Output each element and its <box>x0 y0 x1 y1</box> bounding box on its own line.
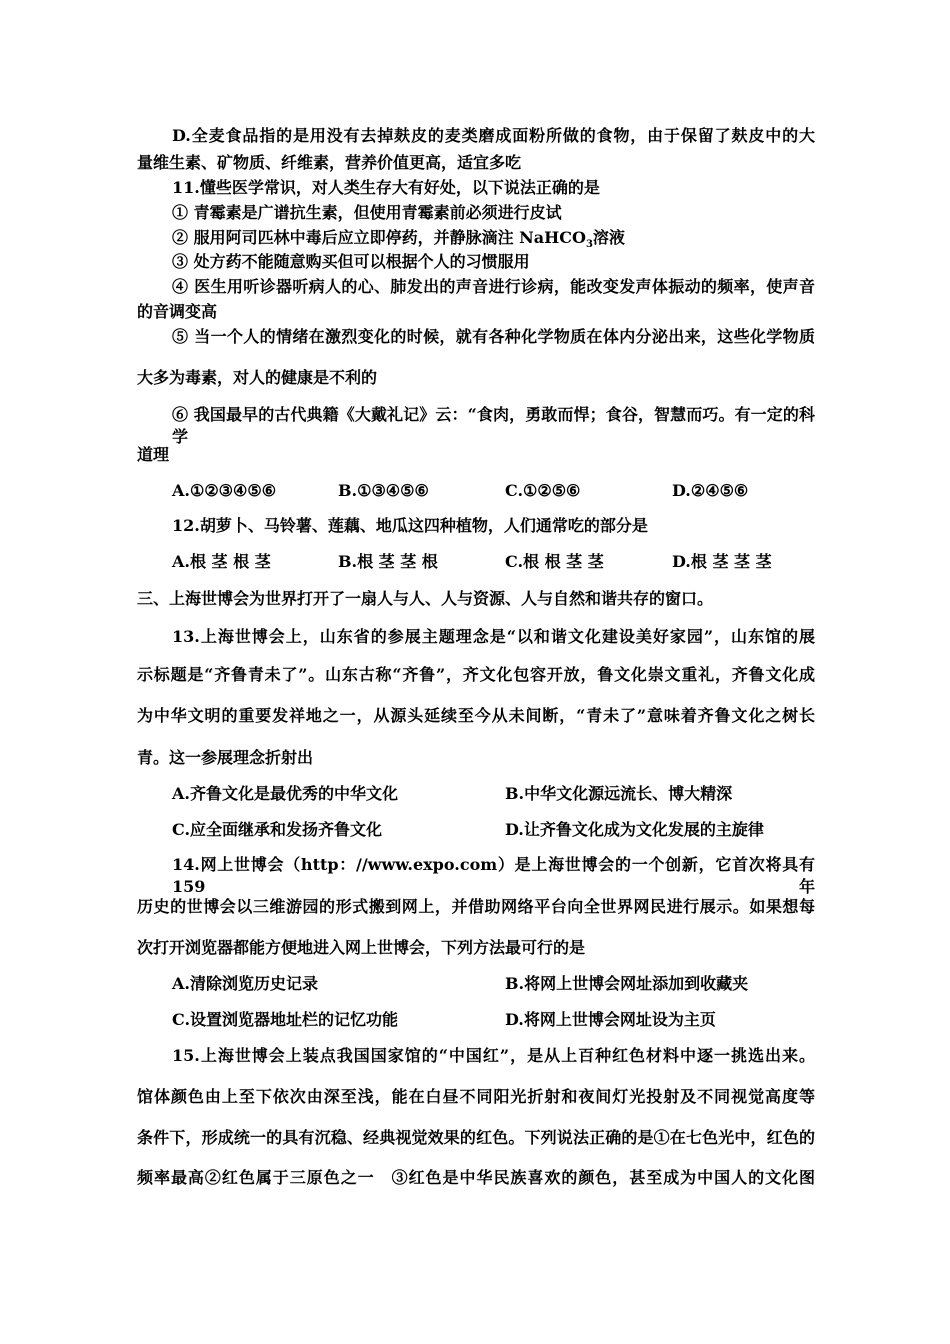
q15-line-3: 条件下，形成统一的具有沉稳、经典视觉效果的红色。下列说法正确的是①在七色光中，红色的 <box>137 1128 815 1147</box>
q15-line-4: 频率最高②红色属于三原色之一 ③红色是中华民族喜欢的颜色，甚至成为中国人的文化图 <box>137 1168 815 1187</box>
q11-option-a: A.①②③④⑤⑥ <box>172 481 277 500</box>
q11-item-5-line2: 大多为毒素，对人的健康是不利的 <box>137 368 378 387</box>
q11-option-b: B.①③④⑤⑥ <box>338 481 429 500</box>
q11-item-3: ③ 处方药不能随意购买但可以根据个人的习惯服用 <box>172 252 530 271</box>
q11-item-4-line2: 的音调变高 <box>137 302 218 321</box>
q11-item-6-line2: 道理 <box>137 445 170 464</box>
q14-option-c: C.设置浏览器地址栏的记忆功能 <box>172 1010 399 1029</box>
q13-option-a: A.齐鲁文化是最优秀的中华文化 <box>172 784 398 803</box>
q13-line-4: 青。这一参展理念折射出 <box>137 748 314 767</box>
q11-option-c: C.①②⑤⑥ <box>505 481 581 500</box>
q11-item-1: ① 青霉素是广谱抗生素，但使用青霉素前必须进行皮试 <box>172 203 562 222</box>
q10-option-d-line1: D.全麦食品指的是用没有去掉麸皮的麦类磨成面粉所做的食物，由于保留了麸皮中的大 <box>172 126 815 145</box>
q12-option-c: C.根 根 茎 茎 <box>505 552 604 571</box>
q11-item-5-line1: ⑤ 当一个人的情绪在激烈变化的时候，就有各种化学物质在体内分泌出来，这些化学物质 <box>172 327 815 346</box>
q13-line-3: 为中华文明的重要发祥地之一，从源头延续至今从未间断，“青未了”意味着齐鲁文化之树长 <box>137 706 815 725</box>
q13-line-1: 13.上海世博会上，山东省的参展主题理念是“以和谐文化建设美好家园”，山东馆的展 <box>172 627 815 646</box>
q14-option-d: D.将网上世博会网址设为主页 <box>505 1010 716 1029</box>
q13-option-d: D.让齐鲁文化成为文化发展的主旋律 <box>505 820 764 839</box>
q14-line-3: 次打开浏览器都能方便地进入网上世博会，下列方法最可行的是 <box>137 938 586 957</box>
q10-option-d-line2: 量维生素、矿物质、纤维素，营养价值更高，适宜多吃 <box>137 153 522 172</box>
q13-option-b: B.中华文化源远流长、博大精深 <box>505 784 733 803</box>
q14-option-a: A.清除浏览历史记录 <box>172 974 318 993</box>
q11-option-d: D.②④⑤⑥ <box>672 481 749 500</box>
q12-option-a: A.根 茎 根 茎 <box>172 552 271 571</box>
q14-option-b: B.将网上世博会网址添加到收藏夹 <box>505 974 749 993</box>
q13-line-2: 示标题是“齐鲁青未了”。山东古称“齐鲁”，齐文化包容开放，鲁文化崇文重礼，齐鲁文化成 <box>137 665 815 684</box>
q13-option-c: C.应全面继承和发扬齐鲁文化 <box>172 820 383 839</box>
q14-line-1: 14.网上世博会（http：//www.expo.com）是上海世博会的一个创新，它首次将具有 159 年 <box>172 855 815 896</box>
q11-stem: 11.懂些医学常识，对人类生存大有好处，以下说法正确的是 <box>172 178 600 197</box>
q11-item-4-line1: ④ 医生用听诊器听病人的心、肺发出的声音进行诊病，能改变发声体振动的频率，使声音 <box>172 277 815 296</box>
section-3-heading: 三、上海世博会为世界打开了一扇人与人、人与资源、人与自然和谐共存的窗口。 <box>137 589 714 608</box>
q14-line-2: 历史的世博会以三维游园的形式搬到网上，并借助网络平台向全世界网民进行展示。如果想每 <box>137 897 815 916</box>
q12-option-d: D.根 茎 茎 茎 <box>672 552 772 571</box>
q15-line-2: 馆体颜色由上至下依次由深至浅，能在白昼不同阳光折射和夜间灯光投射及不同视觉高度等 <box>137 1087 815 1106</box>
q15-line-1: 15.上海世博会上装点我国国家馆的“中国红”，是从上百种红色材料中逐一挑选出来。 <box>172 1046 815 1065</box>
q11-item-6-line1: ⑥ 我国最早的古代典籍《大戴礼记》云：“食肉，勇敢而悍；食谷，智慧而巧。有一定的科学 <box>172 405 815 446</box>
q12-option-b: B.根 茎 茎 根 <box>338 552 438 571</box>
q11-item-2: ② 服用阿司匹林中毒后应立即停药，并静脉滴注 NaHCO$_3$溶液 <box>172 228 625 251</box>
q12-stem: 12.胡萝卜、马铃薯、莲藕、地瓜这四种植物，人们通常吃的部分是 <box>172 516 648 535</box>
